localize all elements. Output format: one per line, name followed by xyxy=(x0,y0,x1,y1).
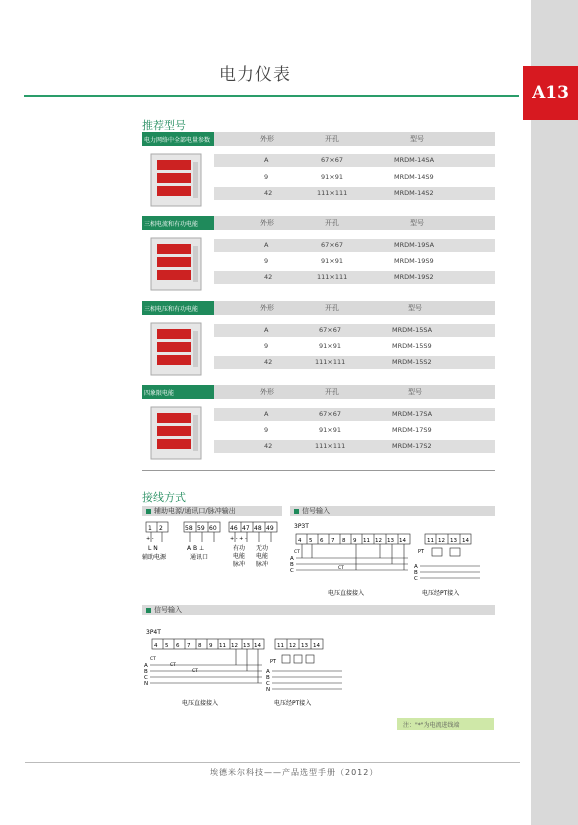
term-label: 12 xyxy=(231,643,238,649)
signal-bar-label: 信号输入 xyxy=(302,507,330,515)
signal-bar xyxy=(290,506,495,516)
term-label: 14 xyxy=(254,643,261,649)
power-signs: + - xyxy=(146,536,154,542)
table-row: A 67×67 MRDM-19SA xyxy=(214,239,495,252)
current-inlet-note: 注："*"为电流进线端 xyxy=(397,718,494,730)
pulse-caption-2: 脉冲 xyxy=(256,561,269,568)
term-label: 13 xyxy=(243,643,250,649)
term-label: 12 xyxy=(438,538,445,544)
ct-label: CT xyxy=(294,550,300,555)
term-label: 14 xyxy=(399,538,406,544)
term-label: 59 xyxy=(197,525,205,532)
meter-device-image xyxy=(147,236,205,292)
recommended-heading: 推荐型号 xyxy=(142,119,186,132)
caption-direct: 电压直接接入 xyxy=(328,590,365,597)
block-label: 三相电压和有功电能 xyxy=(142,301,214,315)
table-row: A 67×67 MRDM-14SA xyxy=(214,154,495,167)
ct-label: CT xyxy=(338,566,344,571)
footer-rule xyxy=(25,762,520,763)
phase-label: A xyxy=(290,556,294,562)
diagram-label: 3P3T xyxy=(294,523,309,530)
col-cutout: 开孔 xyxy=(325,219,339,227)
phase-label: C xyxy=(290,568,294,574)
term-label: 11 xyxy=(219,643,226,649)
term-label: 7 xyxy=(187,643,191,649)
phase-label: B xyxy=(266,675,270,681)
signal-bar-2 xyxy=(142,605,495,615)
square-bullet-icon xyxy=(294,509,299,514)
pt-label: PT xyxy=(270,659,277,665)
caption-direct: 电压直接接入 xyxy=(182,700,219,707)
page-tab: A13 xyxy=(523,66,578,120)
ct-label: CT xyxy=(170,663,176,668)
block-label: 三相电流和有功电能 xyxy=(142,216,214,230)
term-label: 9 xyxy=(209,643,213,649)
pulse-signs: + - + - xyxy=(230,536,247,542)
col-model: 型号 xyxy=(408,388,422,396)
col-model: 型号 xyxy=(410,219,424,227)
term-label: 48 xyxy=(254,525,262,532)
term-label: 4 xyxy=(298,538,302,544)
term-label: 2 xyxy=(159,525,163,532)
col-shape: 外形 xyxy=(260,219,274,227)
phase-label: B xyxy=(414,570,418,576)
block-label: 四象限电能 xyxy=(142,385,214,399)
term-label: 5 xyxy=(165,643,169,649)
power-terminal-labels: L N xyxy=(148,545,158,552)
phase-label: B xyxy=(290,562,294,568)
term-label: 1 xyxy=(148,525,152,532)
term-label: 12 xyxy=(289,643,296,649)
col-cutout: 开孔 xyxy=(325,135,339,143)
caption-pt: 电压经PT接入 xyxy=(422,590,460,597)
term-label: 14 xyxy=(462,538,469,544)
aux-bar-label: 辅助电源/通讯口/脉冲输出 xyxy=(154,507,236,515)
term-label: 60 xyxy=(209,525,217,532)
comm-caption: 通讯口 xyxy=(190,554,209,561)
col-shape: 外形 xyxy=(260,135,274,143)
title-rule xyxy=(24,95,519,97)
phase-label: A xyxy=(414,564,418,570)
meter-device-image xyxy=(147,405,205,461)
signal-bar-2-label: 信号输入 xyxy=(154,606,182,614)
term-label: 13 xyxy=(387,538,394,544)
table-row: 42 111×111 MRDM-15S2 xyxy=(214,356,495,369)
footer-text: 埃德米尔科技——产品选型手册（2012） xyxy=(210,768,379,777)
block-label: 电力网络中全部电量参数 xyxy=(142,132,214,146)
wiring-3p4t-diagram xyxy=(142,625,357,710)
page-title: 电力仪表 xyxy=(219,65,291,85)
diagram-label: 3P4T xyxy=(146,629,161,636)
pulse-caption-1: 电能 xyxy=(233,553,246,560)
phase-label: C xyxy=(144,675,148,681)
term-label: 11 xyxy=(363,538,370,544)
square-bullet-icon xyxy=(146,608,151,613)
table-row: 9 91×91 MRDM-19S9 xyxy=(264,257,434,265)
ct-label: CT xyxy=(192,669,198,674)
term-label: 5 xyxy=(309,538,313,544)
pulse-caption-2: 无功 xyxy=(256,545,269,552)
phase-label: C xyxy=(266,681,270,687)
table-row: 42 111×111 MRDM-17S2 xyxy=(214,440,495,453)
table-row: A 67×67 MRDM-17SA xyxy=(214,408,495,421)
col-model: 型号 xyxy=(408,304,422,312)
power-caption: 辅助电源 xyxy=(142,554,167,561)
square-bullet-icon xyxy=(146,509,151,514)
wiring-heading: 接线方式 xyxy=(142,491,186,504)
wiring-3p3t-diagram xyxy=(290,520,495,600)
section-separator xyxy=(142,470,495,471)
phase-label: B xyxy=(144,669,148,675)
pulse-caption-1: 脉冲 xyxy=(233,561,246,568)
table-row: A 67×67 MRDM-15SA xyxy=(214,324,495,337)
table-row: 42 111×111 MRDM-19S2 xyxy=(214,271,495,284)
col-shape: 外形 xyxy=(260,304,274,312)
table-row: 9 91×91 MRDM-17S9 xyxy=(264,426,432,434)
aux-wiring-diagram xyxy=(142,520,287,580)
term-label: 13 xyxy=(301,643,308,649)
term-label: 11 xyxy=(277,643,284,649)
phase-label: N xyxy=(266,687,271,693)
term-label: 4 xyxy=(154,643,158,649)
term-label: 9 xyxy=(353,538,357,544)
meter-device-image xyxy=(147,152,205,208)
col-model: 型号 xyxy=(410,135,424,143)
phase-label: C xyxy=(414,576,418,582)
col-cutout: 开孔 xyxy=(325,304,339,312)
side-strip xyxy=(531,0,578,825)
meter-device-image xyxy=(147,321,205,377)
term-label: 46 xyxy=(230,525,238,532)
phase-label: N xyxy=(144,681,149,687)
term-label: 7 xyxy=(331,538,335,544)
caption-pt: 电压经PT接入 xyxy=(274,700,312,707)
table-row: 9 91×91 MRDM-14S9 xyxy=(264,173,434,181)
term-label: 12 xyxy=(375,538,382,544)
pulse-caption-2: 电能 xyxy=(256,553,269,560)
term-label: 47 xyxy=(242,525,250,532)
comm-terminal-labels: A B ⊥ xyxy=(187,545,205,552)
aux-bar xyxy=(142,506,282,516)
pulse-caption-1: 有功 xyxy=(233,545,246,552)
pt-label: PT xyxy=(418,549,425,555)
phase-label: A xyxy=(144,663,148,669)
term-label: 11 xyxy=(427,538,434,544)
term-label: 6 xyxy=(320,538,324,544)
term-label: 49 xyxy=(266,525,274,532)
col-shape: 外形 xyxy=(260,388,274,396)
term-label: 14 xyxy=(313,643,320,649)
ct-label: CT xyxy=(150,657,156,662)
table-row: 9 91×91 MRDM-15S9 xyxy=(264,342,432,350)
term-label: 6 xyxy=(176,643,180,649)
table-row: 42 111×111 MRDM-14S2 xyxy=(214,187,495,200)
col-cutout: 开孔 xyxy=(325,388,339,396)
term-label: 8 xyxy=(198,643,202,649)
term-label: 58 xyxy=(185,525,193,532)
term-label: 8 xyxy=(342,538,346,544)
phase-label: A xyxy=(266,669,270,675)
term-label: 13 xyxy=(450,538,457,544)
